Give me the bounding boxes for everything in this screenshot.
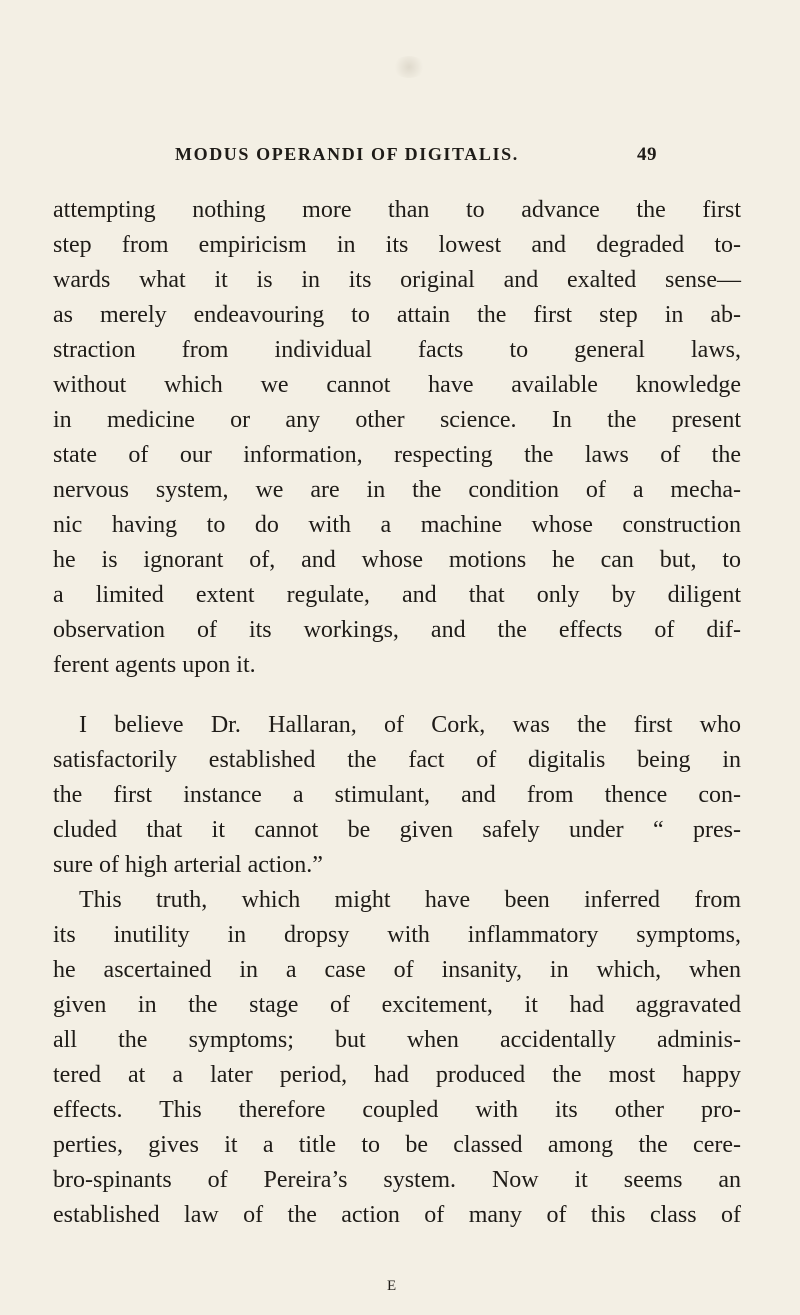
text-line: as merely endeavouring to attain the first step in ab- (53, 302, 741, 328)
text-line: tered at a later period, had produced the most happy (53, 1062, 741, 1088)
text-line: This truth, which might have been inferred from (79, 887, 741, 913)
text-line: effects. This therefore coupled with its other pro- (53, 1097, 741, 1123)
signature-mark: E (387, 1278, 398, 1294)
running-title: MODUS OPERANDI OF DIGITALIS. (175, 144, 519, 164)
text-line: satisfactorily established the fact of digitalis being in (53, 747, 741, 773)
page-number: 49 (637, 144, 657, 165)
text-line: attempting nothing more than to advance the first (53, 197, 741, 223)
text-line: without which we cannot have available knowledge (53, 372, 741, 398)
text-line: its inutility in dropsy with inflammatory symptoms, (53, 922, 741, 948)
text-line: nic having to do with a machine whose construction (53, 512, 741, 538)
text-line: nervous system, we are in the condition of a mecha- (53, 477, 741, 503)
text-line: all the symptoms; but when accidentally adminis- (53, 1027, 741, 1053)
paper-smudge (392, 56, 426, 78)
text-line: state of our information, respecting the laws of the (53, 442, 741, 468)
text-line: given in the stage of excitement, it had aggravated (53, 992, 741, 1018)
text-line: ferent agents upon it. (53, 652, 256, 678)
text-line: I believe Dr. Hallaran, of Cork, was the first who (79, 712, 741, 738)
text-line: observation of its workings, and the effects of dif- (53, 617, 741, 643)
text-line: sure of high arterial action.” (53, 852, 323, 878)
text-line: step from empiricism in its lowest and degraded to- (53, 232, 741, 258)
text-line: cluded that it cannot be given safely under “ pres- (53, 817, 741, 843)
text-line: in medicine or any other science. In the present (53, 407, 741, 433)
text-line: established law of the action of many of this class of (53, 1202, 741, 1228)
text-line: bro-spinants of Pereira’s system. Now it seems an (53, 1167, 741, 1193)
text-line: he is ignorant of, and whose motions he can but, to (53, 547, 741, 573)
page-header (0, 144, 800, 174)
text-line: a limited extent regulate, and that only by diligent (53, 582, 741, 608)
text-line: the first instance a stimulant, and from thence con- (53, 782, 741, 808)
text-line: perties, gives it a title to be classed among the cere- (53, 1132, 741, 1158)
text-line: straction from individual facts to general laws, (53, 337, 741, 363)
text-line: he ascertained in a case of insanity, in which, when (53, 957, 741, 983)
text-line: wards what it is in its original and exalted sense— (53, 267, 741, 293)
